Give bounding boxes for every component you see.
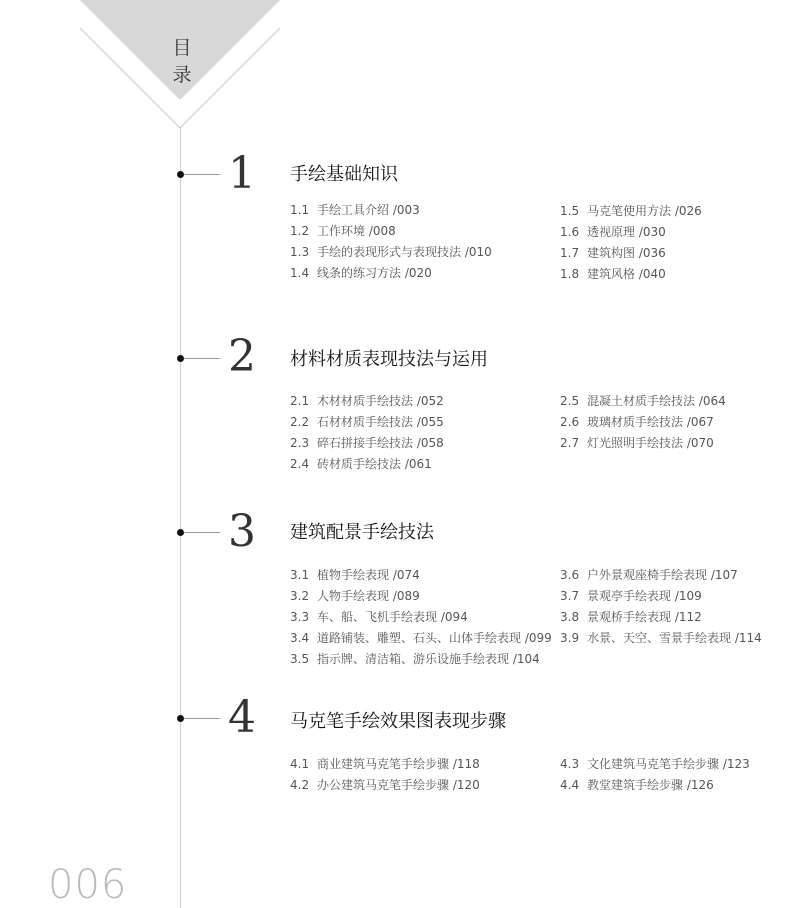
section-title[interactable]: 马克笔手绘效果图表现步骤	[290, 711, 506, 732]
page-number: 006	[48, 862, 128, 908]
section-marker-line	[184, 718, 220, 719]
toc-item[interactable]: 2.6 玻璃材质手绘技法 /067	[560, 415, 714, 429]
toc-item[interactable]: 2.7 灯光照明手绘技法 /070	[560, 436, 714, 450]
section-marker-line	[184, 532, 220, 533]
toc-left-column	[290, 200, 492, 284]
section-number: 3	[228, 506, 256, 557]
toc-item[interactable]: 1.3 手绘的表现形式与表现技法 /010	[290, 245, 492, 259]
toc-right-column	[560, 565, 762, 649]
toc-item[interactable]: 3.1 植物手绘表现 /074	[290, 568, 420, 582]
section-marker-dot	[177, 715, 184, 722]
toc-item[interactable]: 1.8 建筑风格 /040	[560, 267, 666, 281]
toc-item[interactable]: 3.5 指示牌、清洁箱、游乐设施手绘表现 /104	[290, 652, 540, 666]
toc-item[interactable]: 3.4 道路铺装、雕塑、石头、山体手绘表现 /099	[290, 631, 552, 645]
section-marker-dot	[177, 355, 184, 362]
section-title[interactable]: 手绘基础知识	[290, 164, 398, 185]
section-number: 4	[228, 692, 256, 743]
toc-item[interactable]: 4.2 办公建筑马克笔手绘步骤 /120	[290, 778, 480, 792]
toc-item[interactable]: 2.1 木材材质手绘技法 /052	[290, 394, 444, 408]
toc-title: 目 录	[172, 37, 200, 86]
section-number: 1	[228, 148, 256, 199]
toc-right-column	[560, 754, 750, 796]
toc-item[interactable]: 2.5 混凝土材质手绘技法 /064	[560, 394, 726, 408]
toc-item[interactable]: 1.2 工作环境 /008	[290, 224, 396, 238]
section-number: 2	[228, 331, 256, 382]
section-marker-dot	[177, 171, 184, 178]
toc-item[interactable]: 2.2 石材材质手绘技法 /055	[290, 415, 444, 429]
toc-item[interactable]: 3.8 景观桥手绘表现 /112	[560, 610, 702, 624]
toc-left-column	[290, 754, 480, 796]
toc-item[interactable]: 3.3 车、船、飞机手绘表现 /094	[290, 610, 468, 624]
section-marker-dot	[177, 529, 184, 536]
toc-item[interactable]: 4.3 文化建筑马克笔手绘步骤 /123	[560, 757, 750, 771]
toc-right-column	[560, 391, 726, 454]
toc-left-column	[290, 565, 552, 670]
toc-item[interactable]: 1.7 建筑构图 /036	[560, 246, 666, 260]
section-title[interactable]: 材料材质表现技法与运用	[290, 349, 488, 370]
toc-item[interactable]: 1.6 透视原理 /030	[560, 225, 666, 239]
toc-item[interactable]: 1.4 线条的练习方法 /020	[290, 266, 432, 280]
toc-item[interactable]: 4.1 商业建筑马克笔手绘步骤 /118	[290, 757, 480, 771]
section-marker-line	[184, 174, 220, 175]
section-marker-line	[184, 358, 220, 359]
toc-item[interactable]: 3.7 景观亭手绘表现 /109	[560, 589, 702, 603]
toc-item[interactable]: 3.6 户外景观座椅手绘表现 /107	[560, 568, 738, 582]
toc-item[interactable]: 3.2 人物手绘表现 /089	[290, 589, 420, 603]
toc-right-column	[560, 201, 702, 285]
toc-item[interactable]: 2.3 碎石拼接手绘技法 /058	[290, 436, 444, 450]
toc-item[interactable]: 1.5 马克笔使用方法 /026	[560, 204, 702, 218]
toc-item[interactable]: 3.9 水景、天空、雪景手绘表现 /114	[560, 631, 762, 645]
toc-item[interactable]: 2.4 砖材质手绘技法 /061	[290, 457, 432, 471]
toc-item[interactable]: 4.4 教堂建筑手绘步骤 /126	[560, 778, 714, 792]
section-title[interactable]: 建筑配景手绘技法	[290, 522, 434, 543]
toc-item[interactable]: 1.1 手绘工具介绍 /003	[290, 203, 420, 217]
toc-left-column	[290, 391, 444, 475]
timeline-line	[180, 128, 181, 908]
